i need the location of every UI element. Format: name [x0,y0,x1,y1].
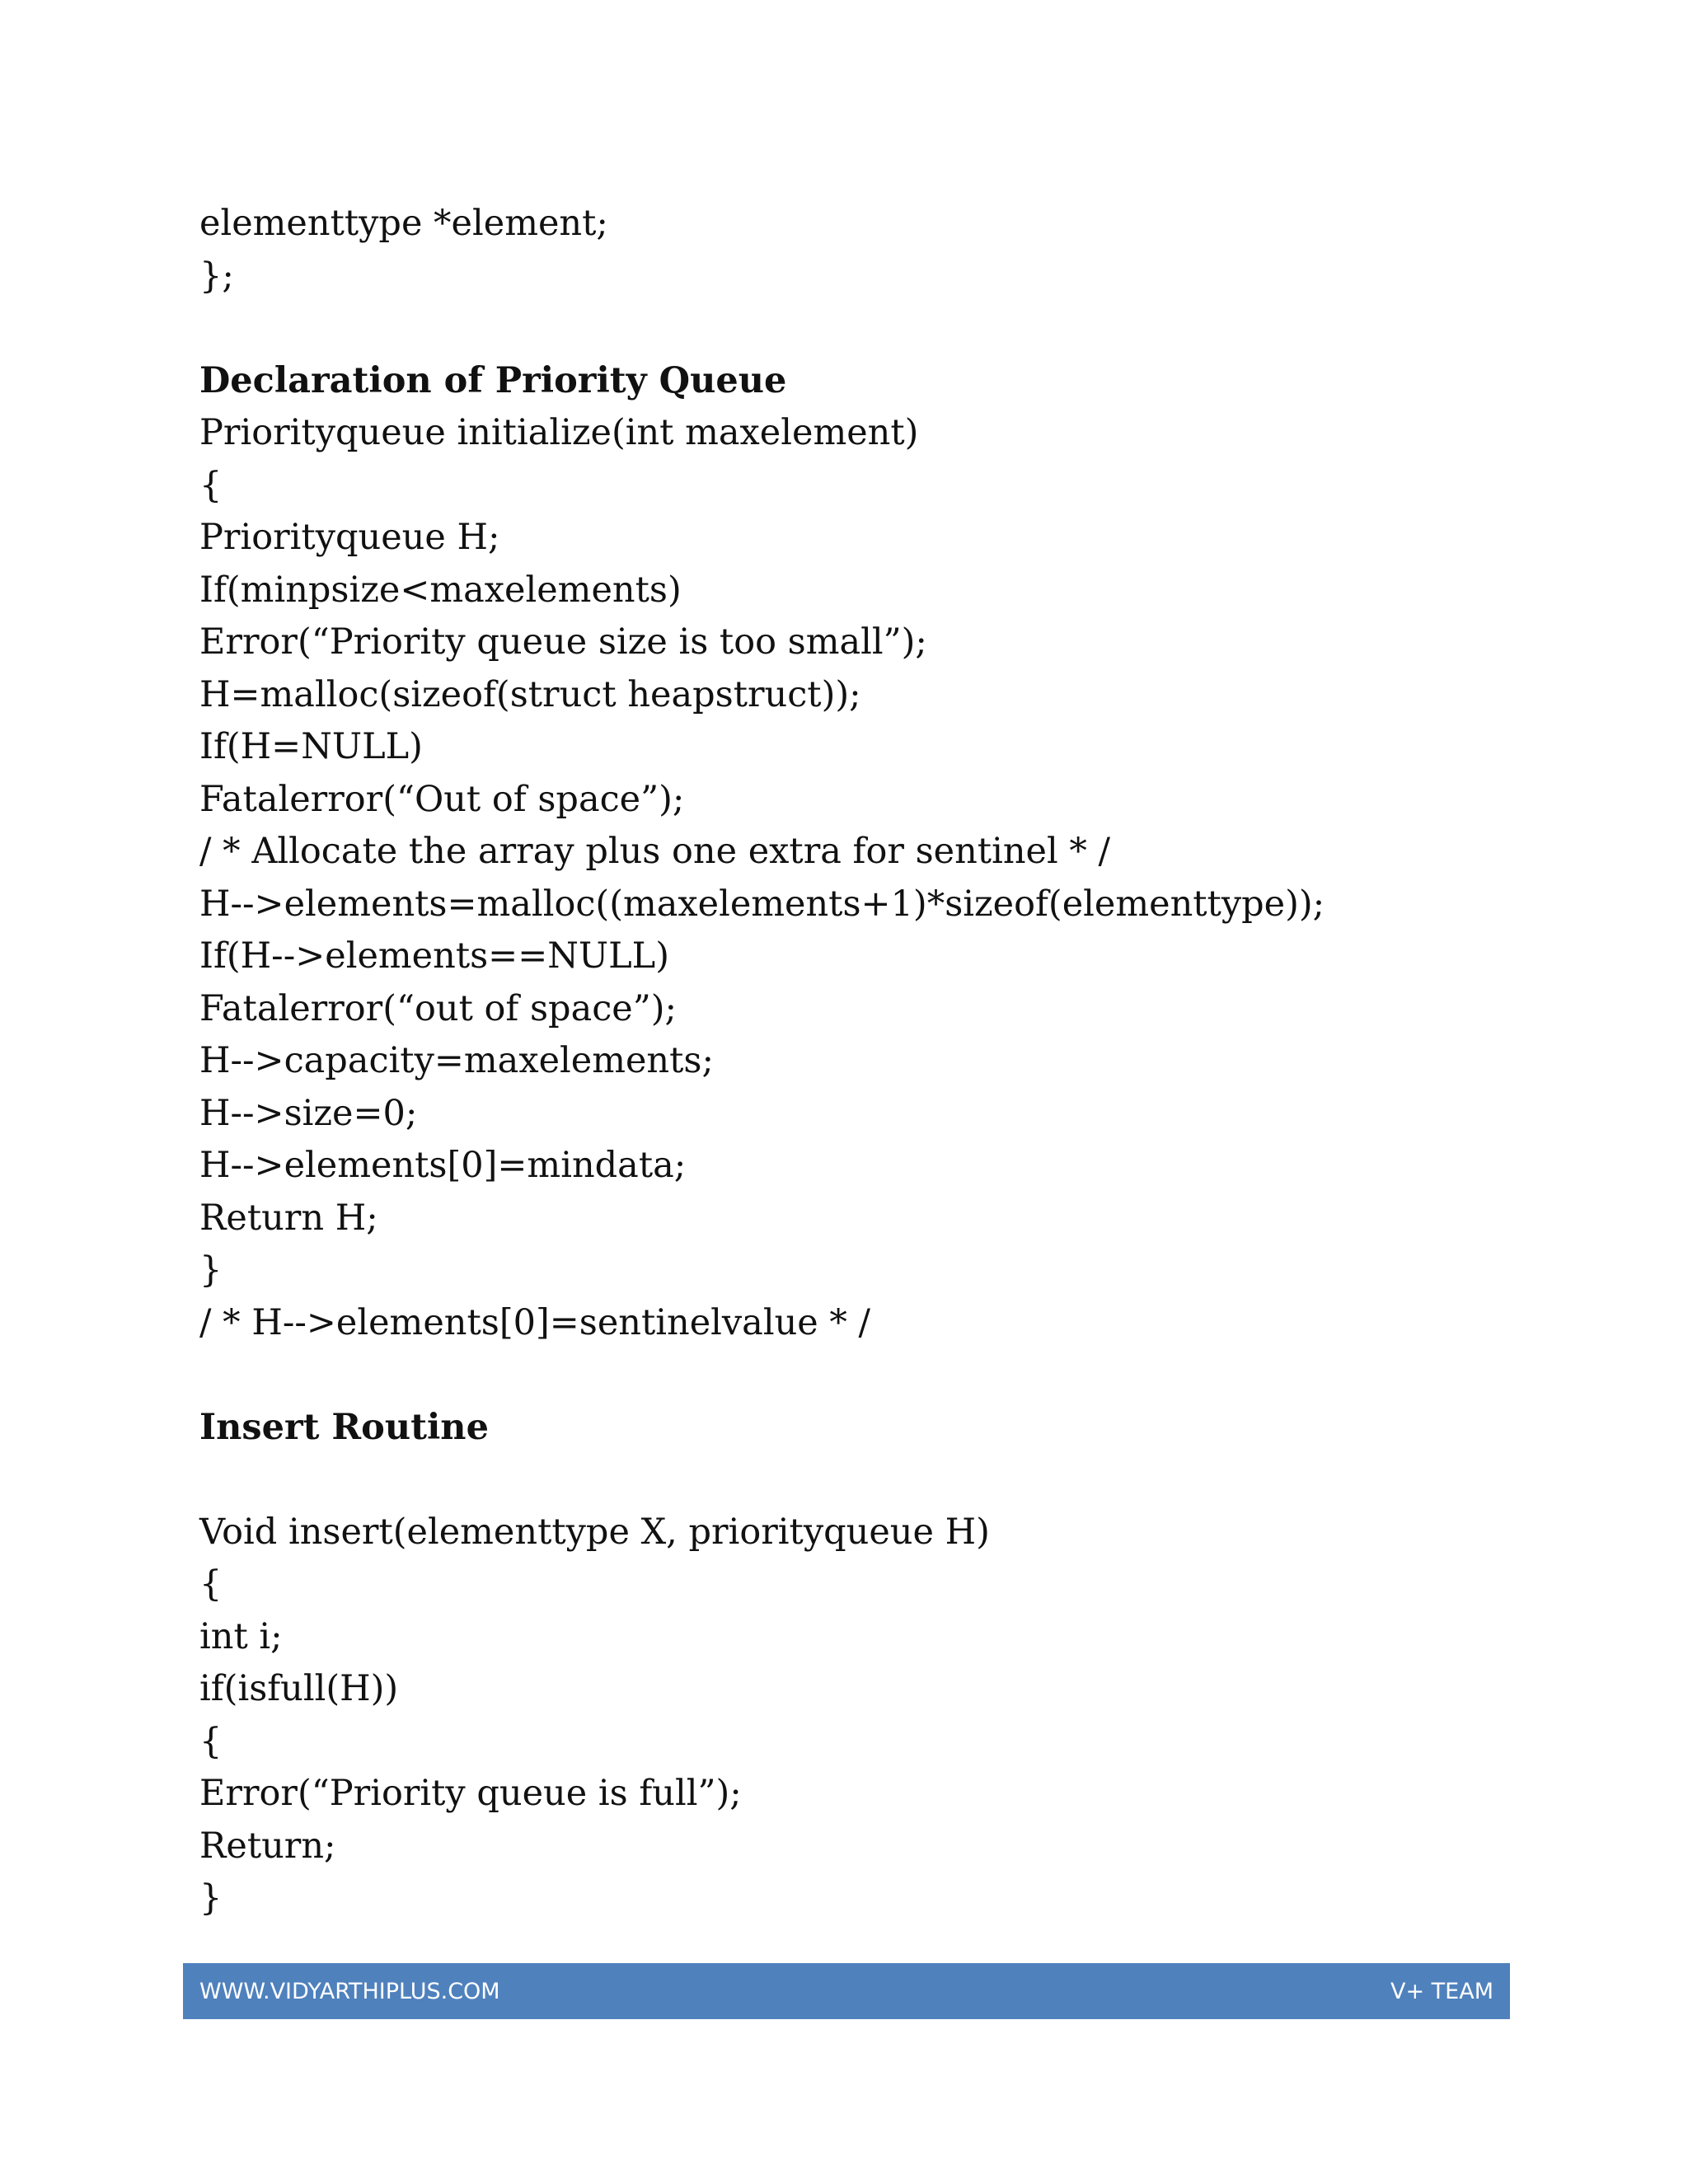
spacer [199,1454,1518,1507]
code-line: H=malloc(sizeof(struct heapstruct)); [199,673,861,715]
code-line: int i; [199,1615,283,1657]
code-line: Priorityqueue H; [199,517,500,558]
code-line: Fatalerror(“out of space”); [199,987,677,1029]
code-line: If(H=NULL) [199,726,423,767]
code-line: H-->capacity=maxelements; [199,1040,714,1081]
page-content [199,198,1518,1925]
code-line: if(isfull(H)) [199,1668,399,1709]
spacer [199,1349,1518,1402]
footer-team: V+ TEAM [1390,1978,1493,2004]
code-line: { [199,1563,223,1605]
code-line: If(H-->elements==NULL) [199,935,669,977]
code-line: Fatalerror(“Out of space”); [199,778,685,820]
code-line: Void insert(elementtype X, priorityqueue H) [199,1511,990,1553]
code-line: H-->size=0; [199,1092,418,1134]
code-line: { [199,464,223,506]
code-line: Return H; [199,1197,378,1239]
code-line: If(minpsize<maxelements) [199,569,682,611]
section-heading-declaration: Declaration of Priority Queue [199,359,787,401]
code-line: elementtype *element; [199,203,608,244]
footer-website: WWW.VIDYARTHIPLUS.COM [199,1978,500,2004]
page-footer [183,1963,1510,2019]
code-line: } [199,1249,223,1291]
code-line: Return; [199,1825,336,1867]
code-line: } [199,1877,223,1919]
code-line: / * Allocate the array plus one extra for sentinel * / [199,831,1111,872]
spacer [199,302,1518,355]
code-line: Error(“Priority queue is full”); [199,1773,742,1814]
code-line: { [199,1720,223,1762]
code-line: }; [199,255,234,297]
code-line: H-->elements=malloc((maxelements+1)*sizeof(elementtype)); [199,883,1325,925]
code-line: / * H-->elements[0]=sentinelvalue * / [199,1301,871,1343]
code-line: H-->elements[0]=mindata; [199,1145,687,1186]
section-heading-insert: Insert Routine [199,1406,489,1448]
code-line: Error(“Priority queue size is too small”); [199,621,927,663]
code-line: Priorityqueue initialize(int maxelement) [199,412,919,453]
